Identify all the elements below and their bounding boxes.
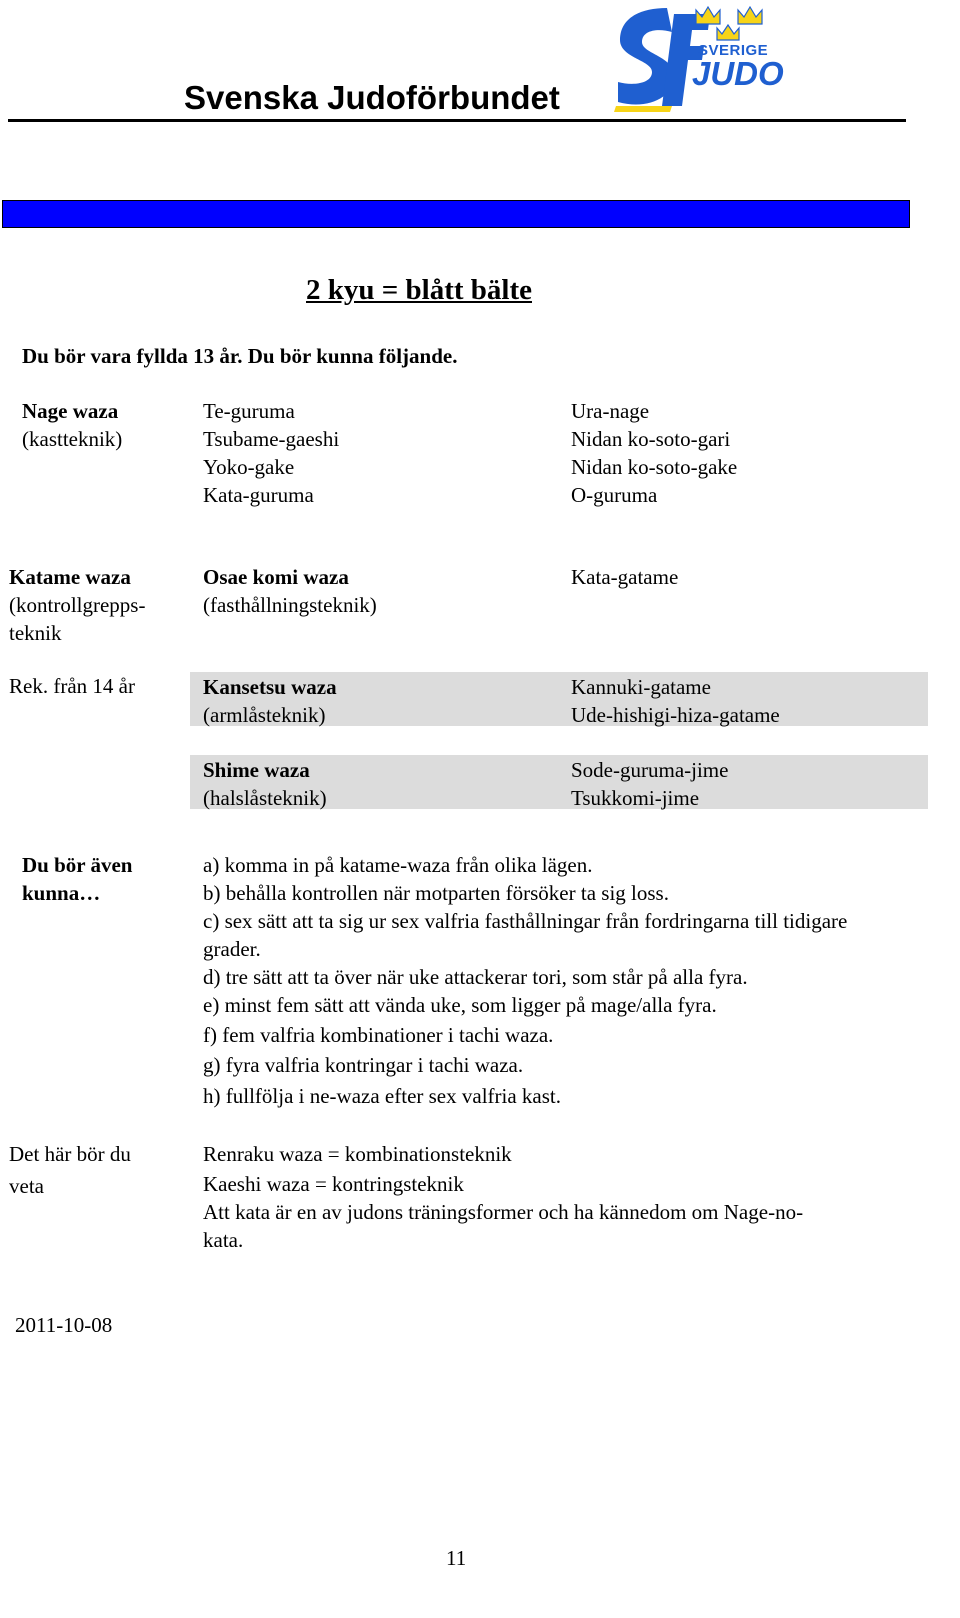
list-item: e) minst fem sätt att vända uke, som ligger på mage/alla fyra. <box>203 993 717 1017</box>
list-item: Kaeshi waza = kontringsteknik <box>203 1172 464 1196</box>
katame-sub-2: teknik <box>9 621 62 645</box>
org-title: Svenska Judoförbundet <box>184 79 560 116</box>
know-list <box>203 1138 803 1254</box>
list-item: Te-guruma <box>203 399 295 423</box>
kansetsu-label: Kansetsu waza <box>203 675 337 699</box>
also-label-1: Du bör även <box>22 853 133 877</box>
list-item: Ude-hishigi-hiza-gatame <box>571 703 780 727</box>
nage-label-block <box>22 397 122 453</box>
shime-block <box>203 756 327 812</box>
list-item: Sode-guruma-jime <box>571 758 729 782</box>
page-title: 2 kyu = blått bälte <box>306 274 532 306</box>
osae-label: Osae komi waza <box>203 565 349 589</box>
shime-techniques <box>571 756 728 812</box>
katame-sub-1: (kontrollgrepps- <box>9 593 146 617</box>
nage-col2 <box>571 397 737 509</box>
logo-judo-text: JUDO <box>692 55 784 92</box>
list-item: Nidan ko-soto-gake <box>571 455 738 479</box>
list-item: c) sex sätt att ta sig ur sex valfria fasthållningar från fordringarna till tidigare <box>203 909 848 933</box>
sverige-judo-logo <box>612 2 784 114</box>
osae-sub: (fasthållningsteknik) <box>203 593 377 617</box>
belt-color-band <box>2 200 910 228</box>
know-label-2: veta <box>9 1174 44 1198</box>
shime-label: Shime waza <box>203 758 310 782</box>
kansetsu-sub: (armlåsteknik) <box>203 703 326 727</box>
header-rule <box>8 119 906 122</box>
list-item: f) fem valfria kombinationer i tachi waza. <box>203 1023 554 1047</box>
list-item: Tsubame-gaeshi <box>203 427 340 451</box>
also-list <box>203 851 847 1110</box>
list-item: h) fullfölja i ne-waza efter sex valfria kast. <box>203 1084 561 1108</box>
list-item: Tsukkomi-jime <box>571 786 700 810</box>
also-label-block <box>22 851 132 907</box>
nage-label: Nage waza <box>22 399 119 423</box>
document-date: 2011-10-08 <box>15 1313 113 1337</box>
nage-col1 <box>203 397 339 509</box>
list-item: Yoko-gake <box>203 455 295 479</box>
kansetsu-techniques <box>571 673 780 729</box>
list-item: O-guruma <box>571 483 658 507</box>
osae-block <box>203 563 377 619</box>
list-item: grader. <box>203 937 261 961</box>
page-number: 11 <box>446 1546 467 1570</box>
logo-sverige-text: SVERIGE <box>698 42 769 59</box>
nage-sub: (kastteknik) <box>22 427 123 451</box>
katame-label: Katame waza <box>9 565 131 589</box>
list-item: Ura-nage <box>571 399 650 423</box>
katame-label-block <box>9 563 145 647</box>
list-item: Kannuki-gatame <box>571 675 711 699</box>
shime-sub: (halslåsteknik) <box>203 786 327 810</box>
also-label-2: kunna… <box>22 881 101 905</box>
list-item: Kata-guruma <box>203 483 314 507</box>
know-label-block <box>9 1138 131 1202</box>
know-label-1: Det här bör du <box>9 1142 131 1166</box>
list-item: Renraku waza = kombinationsteknik <box>203 1142 512 1166</box>
list-item: g) fyra valfria kontringar i tachi waza. <box>203 1053 524 1077</box>
list-item: a) komma in på katame-waza från olika lägen. <box>203 853 593 877</box>
rek-age-note: Rek. från 14 år <box>9 674 135 698</box>
requirement-text: Du bör vara fyllda 13 år. Du bör kunna följande. <box>22 344 458 368</box>
list-item: Nidan ko-soto-gari <box>571 427 731 451</box>
kansetsu-block <box>203 673 337 729</box>
osae-technique: Kata-gatame <box>571 565 679 589</box>
list-item: d) tre sätt att ta över när uke attackerar tori, som står på alla fyra. <box>203 965 748 989</box>
list-item: kata. <box>203 1228 244 1252</box>
list-item: Att kata är en av judons träningsformer och ha kännedom om Nage-no- <box>203 1200 804 1224</box>
list-item: b) behålla kontrollen när motparten försöker ta sig loss. <box>203 881 669 905</box>
